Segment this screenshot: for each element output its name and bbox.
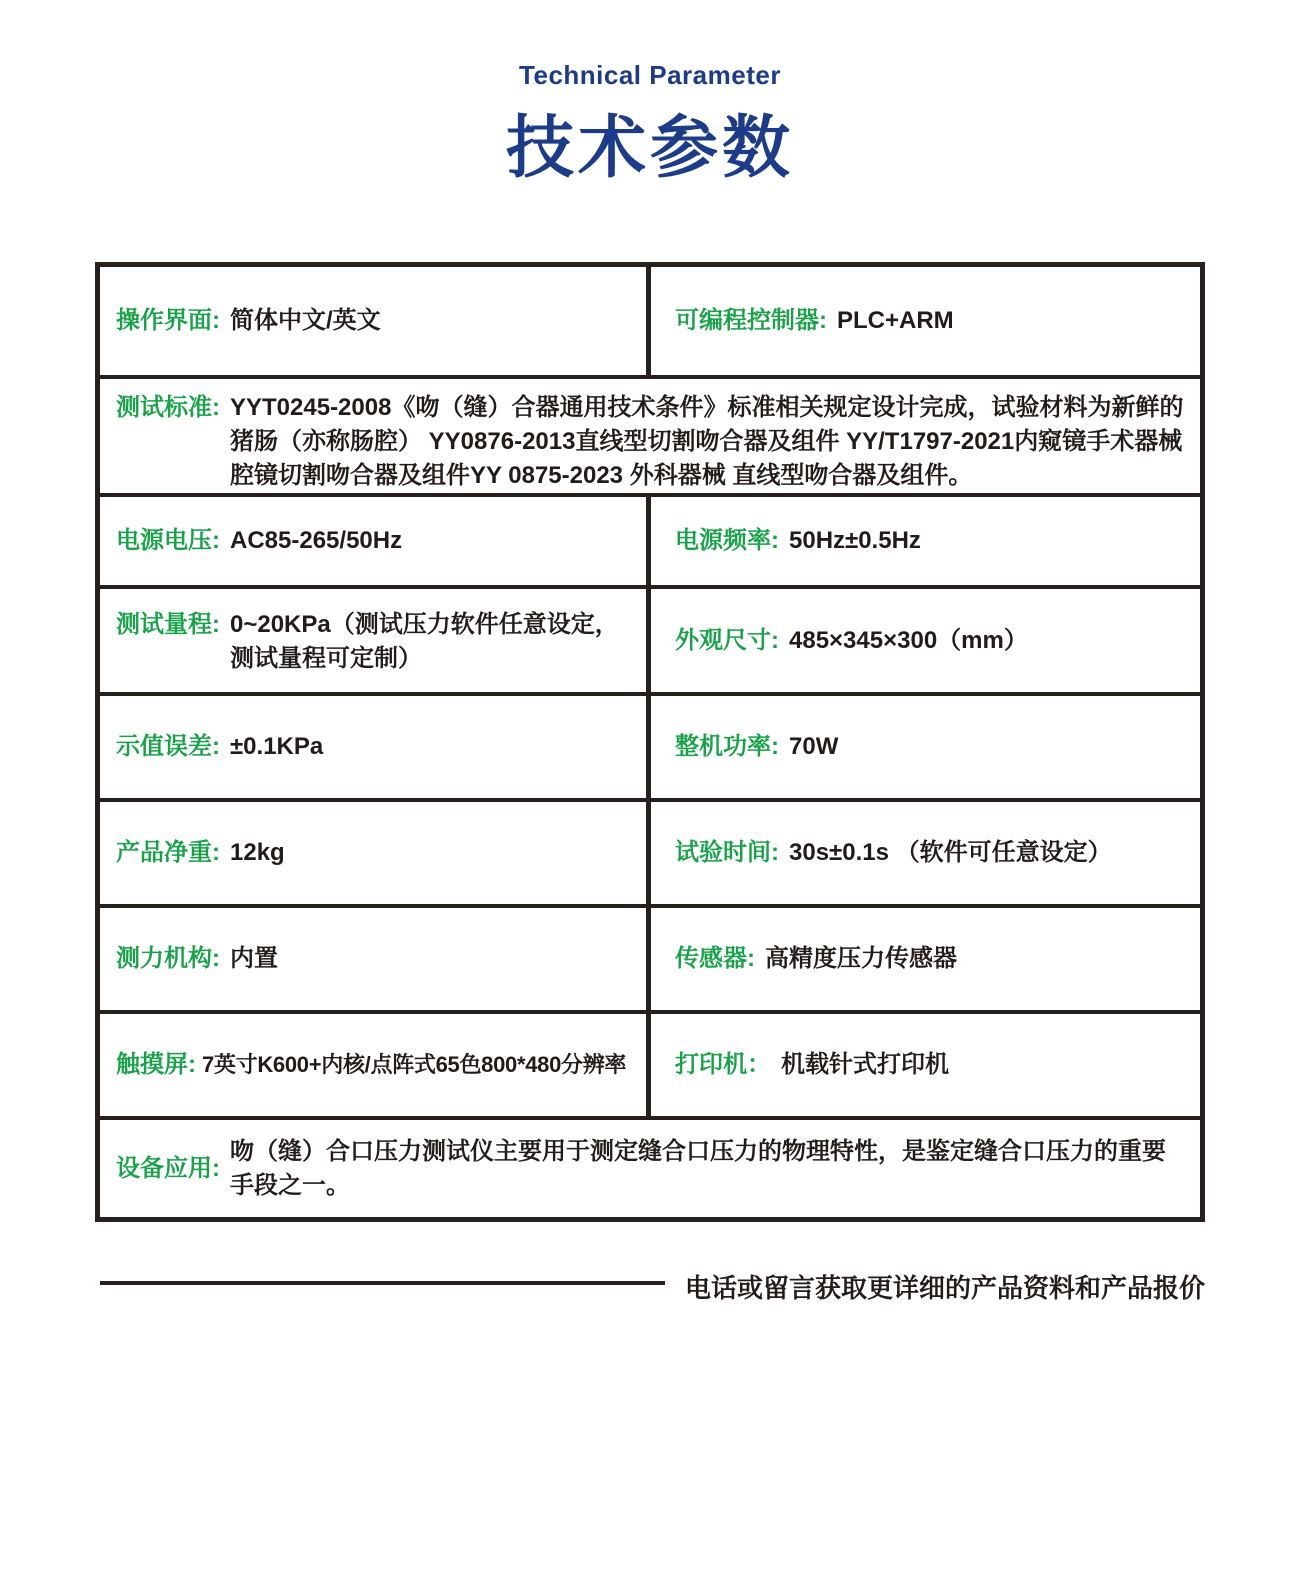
page-title: 技术参数 bbox=[505, 110, 794, 186]
cell-machine-power bbox=[651, 696, 1200, 798]
divider-line bbox=[100, 1281, 665, 1285]
subtitle-english: Technical Parameter bbox=[519, 60, 781, 90]
spec-label: 触摸屏: bbox=[116, 1051, 196, 1078]
row-test-standard bbox=[100, 375, 1200, 493]
row-screen-printer bbox=[100, 1010, 1200, 1116]
cell-touchscreen bbox=[100, 1014, 651, 1116]
spec-label: 测力机构: bbox=[116, 945, 220, 972]
spec-label: 示值误差: bbox=[116, 733, 220, 760]
spec-value: 30s±0.1s （软件可任意设定） bbox=[789, 839, 1112, 866]
spec-value: 高精度压力传感器 bbox=[765, 945, 957, 972]
cell-test-range bbox=[100, 589, 651, 692]
spec-value: 内置 bbox=[230, 945, 278, 972]
cell-dimensions bbox=[651, 589, 1200, 692]
cell-indication-error bbox=[100, 696, 651, 798]
spec-value: 0~20KPa（测试压力软件任意设定，测试量程可定制） bbox=[230, 611, 619, 672]
spec-label: 电源频率: bbox=[675, 527, 779, 554]
cell-power-frequency bbox=[651, 497, 1200, 585]
spec-value: 机载针式打印机 bbox=[781, 1051, 949, 1078]
spec-value: 50Hz±0.5Hz bbox=[789, 527, 921, 554]
row-weight-time bbox=[100, 798, 1200, 904]
spec-value: 吻（缝）合口压力测试仪主要用于测定缝合口压力的物理特性，是鉴定缝合口压力的重要手段之一。 bbox=[230, 1137, 1166, 1199]
cell-test-time bbox=[651, 802, 1200, 904]
cell-application bbox=[100, 1120, 1200, 1217]
spec-value: 简体中文/英文 bbox=[230, 307, 381, 334]
spec-label: 设备应用: bbox=[116, 1154, 220, 1182]
cell-test-standard bbox=[100, 379, 1200, 493]
spec-label: 操作界面: bbox=[116, 307, 220, 334]
cell-programmable-controller bbox=[651, 267, 1200, 375]
spec-label: 传感器: bbox=[675, 945, 755, 972]
cell-operation-interface bbox=[100, 267, 651, 375]
spec-label: 外观尺寸: bbox=[675, 626, 779, 654]
spec-value: 70W bbox=[789, 733, 839, 760]
spec-value: 12kg bbox=[230, 839, 285, 866]
spec-table bbox=[95, 262, 1205, 1222]
cell-net-weight bbox=[100, 802, 651, 904]
spec-value: 485×345×300（mm） bbox=[789, 626, 1028, 654]
cell-force-mechanism bbox=[100, 908, 651, 1010]
spec-label: 可编程控制器: bbox=[675, 307, 827, 334]
spec-label: 测试标准: bbox=[116, 394, 220, 421]
footer-note: 电话或留言获取更详细的产品资料和产品报价 bbox=[685, 1273, 1206, 1303]
spec-label: 测试量程: bbox=[116, 611, 220, 638]
spec-value: AC85-265/50Hz bbox=[230, 527, 403, 554]
row-range-dimensions bbox=[100, 585, 1200, 692]
spec-label: 产品净重: bbox=[116, 839, 220, 866]
row-error-power bbox=[100, 692, 1200, 798]
cell-sensor bbox=[651, 908, 1200, 1010]
row-mechanism-sensor bbox=[100, 904, 1200, 1010]
spec-label: 试验时间: bbox=[675, 839, 779, 866]
cell-printer bbox=[651, 1014, 1200, 1116]
spec-label: 整机功率: bbox=[675, 733, 779, 760]
cell-power-voltage bbox=[100, 497, 651, 585]
spec-value: YYT0245-2008《吻（缝）合器通用技术条件》标准相关规定设计完成，试验材料为新鲜的猪肠（亦称肠腔） YY0876-2013直线型切割吻合器及组件 YY/T1797-2021内窥镜手术器械腔镜切割吻合器及组件YY 0875-2023 外科器械 直线型吻合器及组件。 bbox=[230, 394, 1184, 489]
spec-value: ±0.1KPa bbox=[230, 733, 324, 760]
row-power bbox=[100, 493, 1200, 585]
spec-value: 7英寸K600+内核/点阵式65色800*480分辨率 bbox=[202, 1052, 627, 1077]
row-application bbox=[100, 1116, 1200, 1217]
spec-value: PLC+ARM bbox=[837, 307, 954, 334]
spec-label: 打印机： bbox=[675, 1051, 771, 1078]
row-operation-interface bbox=[100, 267, 1200, 375]
spec-label: 电源电压: bbox=[116, 527, 220, 554]
